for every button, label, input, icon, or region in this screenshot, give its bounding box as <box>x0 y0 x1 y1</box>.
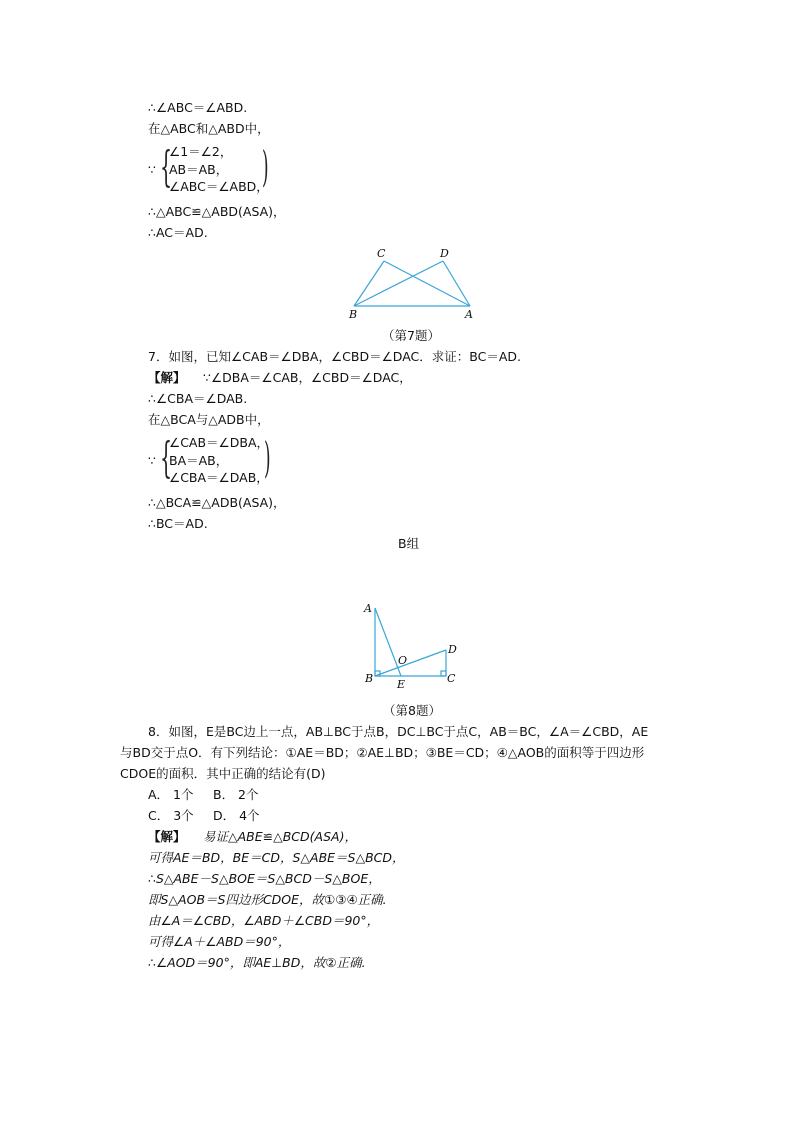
option-d: D． 4个 <box>213 808 260 823</box>
text-line: 在△BCA与△ADB中， <box>148 412 270 427</box>
segment-bd <box>354 261 443 306</box>
solution-line: 由∠A＝∠CBD，∠ABD＋∠CBD＝90°， <box>148 913 380 928</box>
left-brace: { <box>160 433 173 482</box>
question-8-stem: 与BD交于点O．有下列结论：①AE＝BD；②AE⊥BD；③BE＝CD；④△AOB的面积等于四边形 <box>120 745 645 760</box>
text-line: ∴△BCA≌△ADB(ASA)， <box>148 495 286 510</box>
right-paren: ) <box>264 433 271 482</box>
right-angle-c <box>441 671 446 676</box>
solution-line: 即S△AOB＝S四边形CDOE，故①③④正确. <box>148 892 387 907</box>
system-line: ∠1＝∠2， <box>169 144 233 159</box>
label-d: D <box>448 643 457 656</box>
solution-tag: 【解】 <box>148 829 186 844</box>
solution-tag: 【解】 <box>148 370 186 385</box>
figure-7 <box>340 244 490 320</box>
system-line: ∠ABC＝∠ABD， <box>169 179 269 194</box>
label-b: B <box>365 672 374 685</box>
label-c: C <box>447 672 456 685</box>
text-line: ∴∠ABC＝∠ABD. <box>148 100 248 115</box>
option-b: B． 2个 <box>213 787 259 802</box>
option-c: C． 3个 <box>148 808 194 823</box>
solution-line: ∴∠AOD＝90°，即AE⊥BD，故②正确. <box>148 955 366 970</box>
group-b-heading: B组 <box>398 536 420 551</box>
text-line: ∵∠DBA＝∠CAB，∠CBD＝∠DAC， <box>203 370 412 385</box>
system-line: ∠CAB＝∠DBA， <box>169 435 270 450</box>
text-line: ∴AC＝AD. <box>148 225 208 240</box>
left-brace: { <box>160 142 173 191</box>
solution-line: 可得∠A＋∠ABD＝90°， <box>148 934 291 949</box>
system-line: ∠CBA＝∠DAB， <box>169 470 269 485</box>
solution-line: ∴S△ABE－S△BOE＝S△BCD－S△BOE， <box>148 871 381 886</box>
solution-line: 可得AE＝BD，BE＝CD，S△ABE＝S△BCD， <box>148 850 405 865</box>
right-paren: ) <box>262 142 269 191</box>
text-line: ∴△ABC≌△ABD(ASA)， <box>148 204 286 219</box>
system-line: BA＝AB， <box>169 453 229 468</box>
figure-8-caption: （第8题） <box>383 703 441 718</box>
solution-line: 易证△ABE≌△BCD(ASA)， <box>203 829 357 844</box>
system-line: AB＝AB， <box>169 162 229 177</box>
option-a: A． 1个 <box>148 787 194 802</box>
text-line: 在△ABC和△ABD中， <box>148 121 270 136</box>
because-symbol: ∵ <box>148 453 156 468</box>
label-b: B <box>349 308 358 320</box>
text-line: ∴BC＝AD. <box>148 516 208 531</box>
label-e: E <box>397 678 406 690</box>
segment-bd <box>375 650 446 676</box>
figure-8 <box>360 600 464 690</box>
label-a: A <box>364 602 372 615</box>
label-a: A <box>465 308 473 320</box>
figure-7-caption: （第7题） <box>382 328 440 343</box>
segment-bc <box>354 261 384 306</box>
question-8-stem: 8．如图，E是BC边上一点，AB⊥BC于点B，DC⊥BC于点C，AB＝BC，∠A＝∠CBD，AE <box>148 724 649 739</box>
question-8-stem: CDOE的面积．其中正确的结论有(D) <box>120 766 326 781</box>
label-o: O <box>398 654 408 667</box>
label-c: C <box>377 247 386 260</box>
because-symbol: ∵ <box>148 162 156 177</box>
question-7-stem: 7．如图，已知∠CAB＝∠DBA，∠CBD＝∠DAC．求证：BC＝AD. <box>148 349 522 364</box>
label-d: D <box>440 247 449 260</box>
text-line: ∴∠CBA＝∠DAB. <box>148 391 248 406</box>
